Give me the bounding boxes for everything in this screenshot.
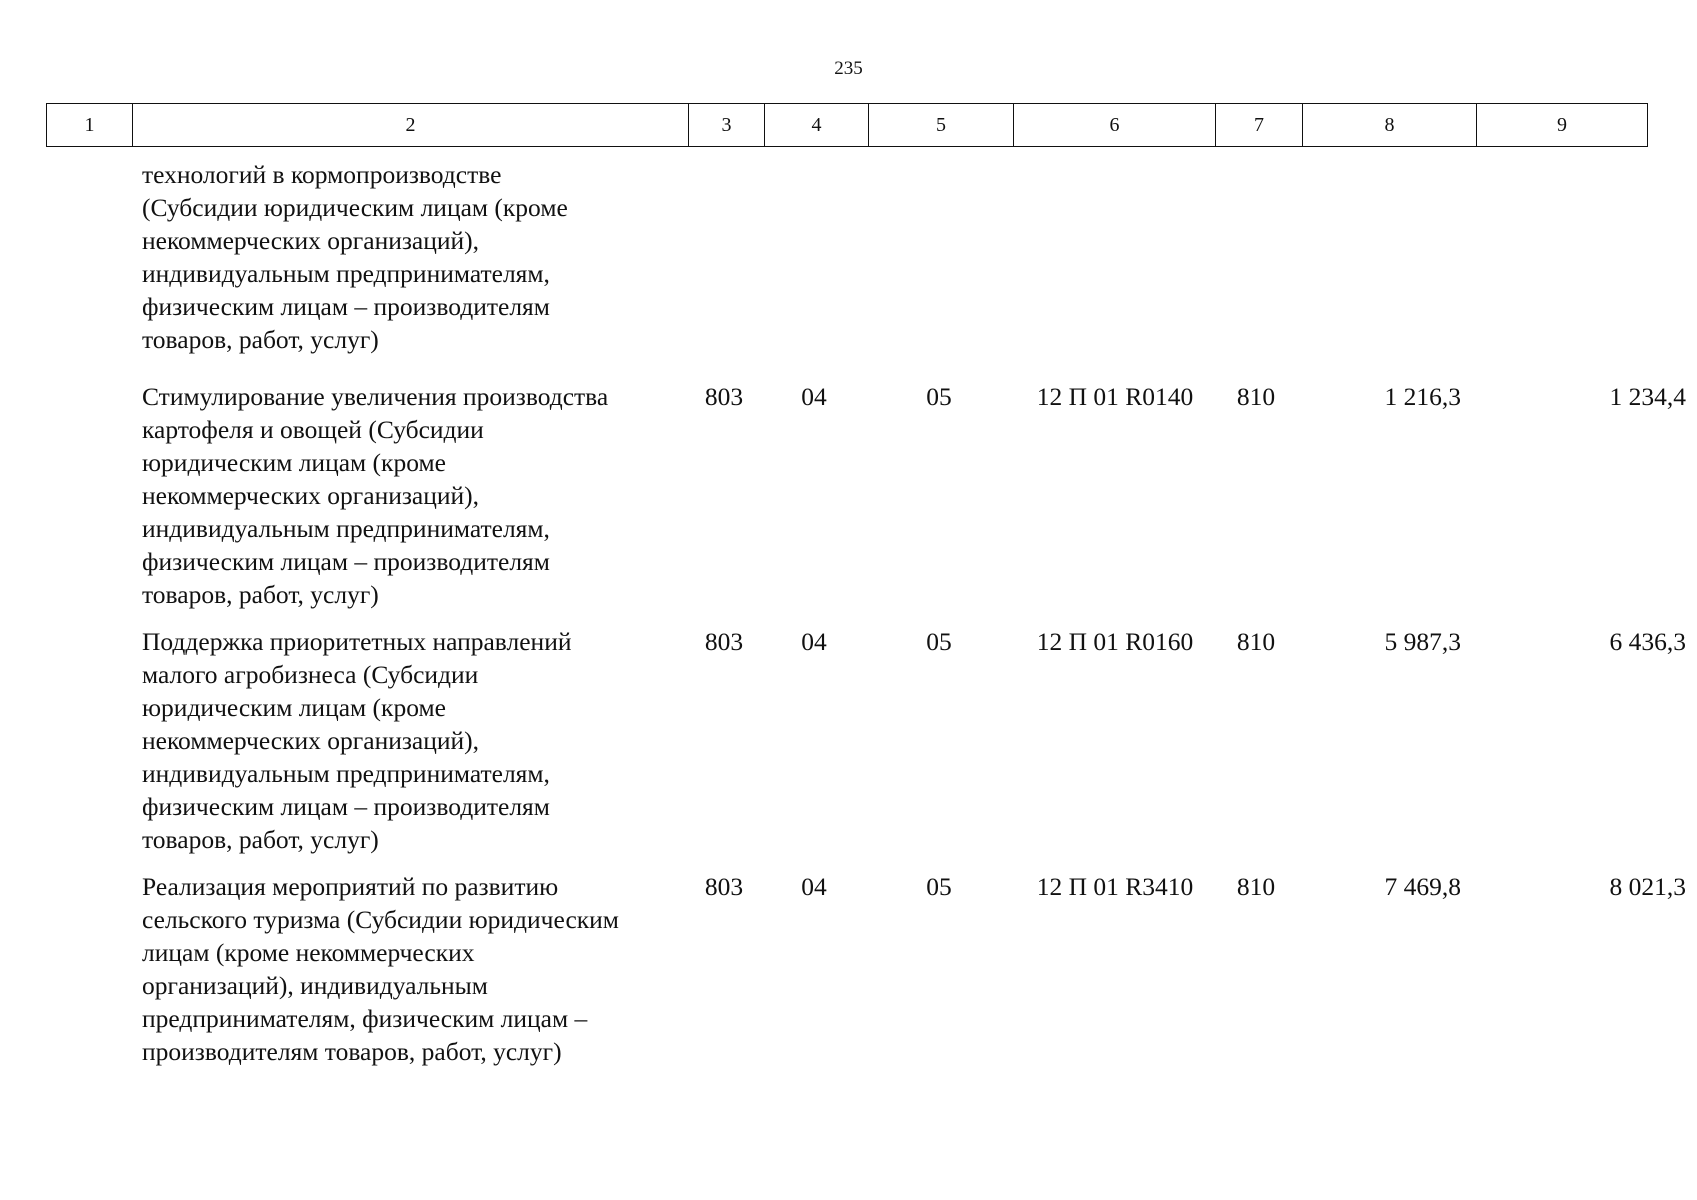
expense-type-code: 810 <box>1236 382 1276 411</box>
section-code: 04 <box>801 382 827 411</box>
ministry-code: 803 <box>704 627 744 656</box>
amount-year-2: 8 021,3 <box>1609 872 1686 901</box>
expense-type-code: 810 <box>1236 872 1276 901</box>
header-cell-5: 5 <box>869 104 1014 147</box>
amount-year-2: 1 234,4 <box>1609 382 1686 411</box>
table-row <box>46 158 1647 366</box>
row-description: Поддержка приоритетных направлений малого агробизнеса (Субсидии юридическим лицам (кроме некоммерческих организаций), индивидуальным предпринимателям, физическим лицам – производителям товаров, работ, услуг) <box>142 627 572 854</box>
amount-year-2: 6 436,3 <box>1609 627 1686 656</box>
subsection-code: 05 <box>926 627 952 656</box>
header-cell-6: 6 <box>1014 104 1216 147</box>
table-row <box>46 380 1686 624</box>
table-row <box>46 625 1686 869</box>
amount-year-1: 7 469,8 <box>1384 872 1461 901</box>
header-cell-9: 9 <box>1477 104 1648 147</box>
section-code: 04 <box>801 627 827 656</box>
header-cell-8: 8 <box>1303 104 1477 147</box>
amount-year-1: 5 987,3 <box>1384 627 1461 656</box>
header-cell-1: 1 <box>47 104 133 147</box>
amount-year-1: 1 216,3 <box>1384 382 1461 411</box>
row-description: технологий в кормопроизводстве (Субсидии юридическим лицам (кроме некоммерческих организаций), индивидуальным предпринимателям, физическим лицам – производителям товаров, работ, услуг) <box>142 160 568 354</box>
row-description: Реализация мероприятий по развитию сельского туризма (Субсидии юридическим лицам (кроме некоммерческих организаций), индивидуальным предпринимателям, физическим лицам – производителям товаров, работ, услуг) <box>142 872 619 1066</box>
subsection-code: 05 <box>926 872 952 901</box>
row-description: Стимулирование увеличения производства картофеля и овощей (Субсидии юридическим лицам (кроме некоммерческих организаций), индивидуальным предпринимателям, физическим лицам – производителям товаров, работ, услуг) <box>142 382 609 609</box>
column-number-header <box>46 103 1648 147</box>
header-cell-7: 7 <box>1216 104 1303 147</box>
section-code: 04 <box>801 872 827 901</box>
subsection-code: 05 <box>926 382 952 411</box>
page-number: 235 <box>834 58 863 79</box>
ministry-code: 803 <box>704 382 744 411</box>
budget-table-body <box>46 158 1686 1066</box>
ministry-code: 803 <box>704 872 744 901</box>
table-row <box>46 870 1686 1080</box>
header-row <box>47 104 1648 147</box>
expense-type-code: 810 <box>1236 627 1276 656</box>
header-cell-3: 3 <box>689 104 765 147</box>
target-article-code: 12 П 01 R0160 <box>1036 627 1194 656</box>
header-cell-2: 2 <box>133 104 689 147</box>
target-article-code: 12 П 01 R3410 <box>1036 872 1194 901</box>
target-article-code: 12 П 01 R0140 <box>1036 382 1194 411</box>
header-cell-4: 4 <box>765 104 869 147</box>
